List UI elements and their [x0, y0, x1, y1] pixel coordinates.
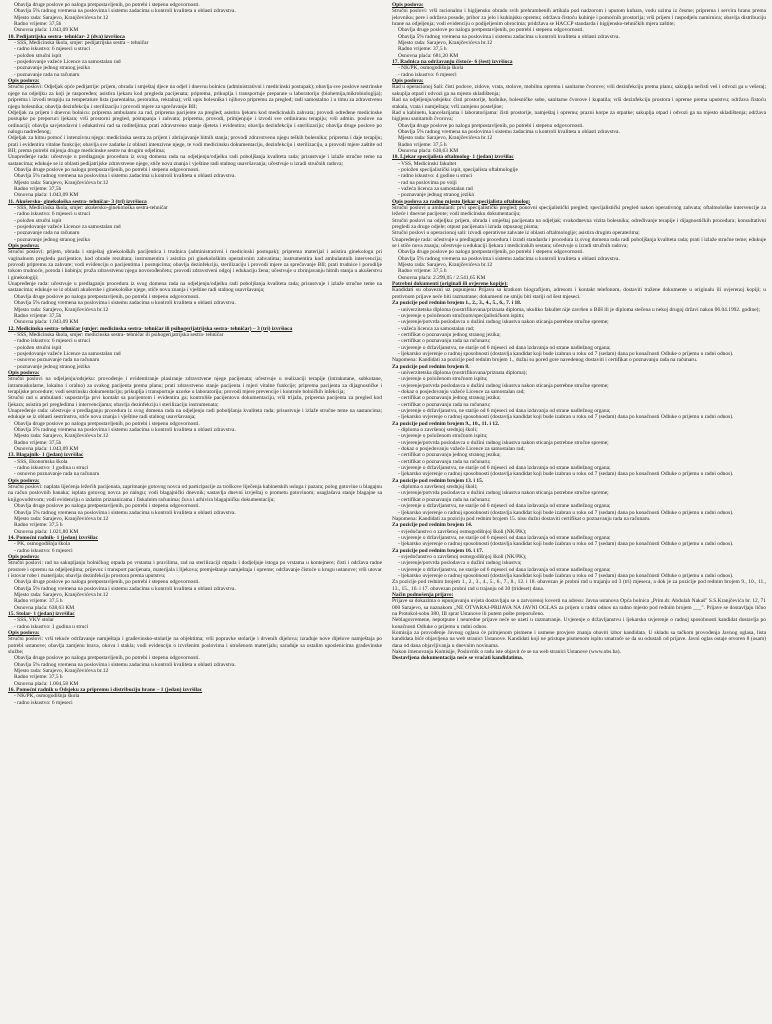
list-item: - poznavanje jednog stranog jezika	[14, 363, 90, 370]
list-item: Obavlja 5% radnog vremena na poslovima i sistemu zadacima u kontroli kvaliteta u oblasti zdravstva.	[14, 427, 236, 434]
list-item: - rad na poslovima po volji	[398, 179, 457, 186]
left-column	[8, 2, 382, 1024]
position-title: 15. Stolar- 1 (jedan) izvršilac	[8, 611, 75, 617]
job-meta: Mjesto rada: Sarajevo, Kranjčevićeva br.12	[14, 179, 109, 186]
paragraph: Rad u kabinetu, kancelarijama i laboratorijama: čisti prostorije, namještaj i opremu; prazni korpe za otpatke; sakuplja otpad i odvozi ga na mjesto skladištenja; održava higijenu sanitarnih čvorova;	[392, 109, 766, 123]
position-title: 13. Blagajnik- 1 (jedan) izvršilac	[8, 452, 84, 459]
list-item: - osnovno poznavanje rada na računaru	[14, 357, 100, 364]
position-title: 14. Pomoćni radnik- 1 (jedan) izvršilac	[8, 534, 99, 541]
list-item: Obavlja druge poslove po nalogu pretpostavljenih, po potrebi i stepenu odgovornosti.	[14, 166, 200, 173]
job-meta: Mjesto rada: Sarajevo, Kranjčevićeva br.12	[14, 591, 109, 598]
list-item: - poznavanje rada na računaru	[14, 230, 80, 237]
paragraph: Stručni poslovi na odjeljenju/odsjeku: provođenje i evidentiranje plasiranje zdravstvene njege pacijenata; učestvuje u realizaciji terapije (intrakutane, subkutane, intramuskularne, lokalno i oralno) za svakog pacijenta prema planu; prati zdravstveno stanje pacijenta i mjeri vitalne funkcije; priprema pacijenta za dijagnostičke i terapijske procedure; vodi sestrinsku dokumentaciju; prikuplja i transportuje uzorke u laboratoriju; provodi mjere prevencije i kontrole bolničkih infekcija;	[8, 376, 382, 395]
list-item: - radno iskustvo: 6 mjeseci u struci	[14, 46, 91, 53]
paragraph: Odjeljak za prijem i dnevnu bolnicu: priprema ambulantu za rad, priprema pacijente za pregled; asistira ljekaru kod medicinskih zahvata; provodi određene medicinske postupke po preporuci ljekara; vrši prostorni pregled, postupanja i zahvata; priprema, provodi, primjenjuje i izvodi sve ordiniranu terapiju; vrši admin. poslove na ordinaciji; obavlja savjetodavni i edukativni rad sa roditeljima; prati zdravstveno stanje djeteta i evidentira; obavlja dezinfekciju i sterilizaciju; obavlja druge poslove po nalogu nadređenog;	[8, 109, 382, 135]
paragraph: Komisija za provođenje Javnog oglasa će primjenom pismene i usmene provjere znanja obaviti izbor kandidata. U skladu sa tačkom provođenja Javnog oglasa, lista kandidata biće objavljena na web stranici Ustanove. Kandidati koji ne pristupe pismenom ispitu smatraće se da su odustali od prijave. Javni oglas ostaje otvoren 8 (osam) dana od dana objavljivanja u dnevnim novinama.	[392, 630, 766, 649]
list-item: Obavlja 5% radnog vremena na poslovima i sistemu zadacima u kontroli kvaliteta u oblasti zdravstva.	[14, 173, 236, 180]
paragraph: Unapređenje rada: učestvuje u predlaganju procedura iz svog domena rada na odjeljenju/odjelku radi poboljšanja kvaliteta rada; prisustvuje i izlaže stručne teme na sastancima; edukuje se iz oblasti akušerske i ginekološke njege, stiče nova znanja i vještine radi stalnog usavršavanja;	[8, 281, 382, 294]
requirement-heading: Za pozicije pod rednim brojem 14.	[392, 522, 473, 529]
job-meta: Radno vrijeme: 37,5h	[14, 185, 62, 192]
list-item: Obavlja 5% radnog vremena na poslovima i sistemu zadacima u kontroli kvaliteta u oblasti zdravstva.	[14, 585, 236, 592]
list-item: Obavlja 5% radnog vremena na poslovima i sistemu zadacima u kontroli kvaliteta u oblasti zdravstva.	[14, 8, 236, 15]
paragraph: Rad na odjeljenju/odsjeku: čisti prostorije, hodnike, bolesničke sobe, sanitarne čvorove i kupatila; vrši dezinfekciju prostora i opreme prema uputstvu; održava čistoću stakala, vrata i namještaja; vrši zamjenu posteljine;	[392, 97, 766, 110]
list-item: Obavlja 5% radnog vremena na poslovima i sistemu zadacima u kontroli kvaliteta u oblasti zdravstva.	[14, 509, 236, 516]
list-item: - svjedočanstvo o završenoj osmogodišnjoj školi (NK/PK);	[398, 553, 527, 560]
paragraph: Kandidati su obavezni uz popunjenu Prijavu sa kratkom biografijom, adresom i kontakt telefonom, dostaviti tražene dokumente u originalu ili ovjerenoj kopiji; u protivnom prijave neće biti razmatrane; dokumenti ne smiju biti stariji od šest mjeseci.	[392, 287, 766, 300]
list-item: - uvjerenje o državljanstvu, ne starije od 6 mjeseci od dana izdavanja od strane nadležnog organa;	[398, 503, 611, 510]
list-item: - radno iskustvo: 6 mjeseci u struci	[14, 338, 91, 345]
list-item: - SSS, Medicinska škola, smjer: akušersko-ginekološka sestra-tehničar	[14, 205, 168, 211]
job-meta: Osnovna plaća: 1.004,58 KM	[14, 680, 79, 687]
section-heading: Opis poslova:	[392, 2, 424, 8]
list-item: - NK/PK, osmogodišnja škola	[398, 65, 464, 72]
position-title: 12. Medicinska sestra- tehničar (smjer: medicinska sestra- tehničar ili psihogerijatrijska sestra- tehničar) – 3 (tri) izvršioca	[8, 325, 293, 332]
paragraph: Unapređenje rada: učestvuje u predlaganju procedura iz svog domena rada na odjeljenju/odjelku radi poboljšanja kvaliteta rada; prisustvuje i izlaže stručne teme na sastancima; edukuje se iz oblasti pedijatrijske zdravstvene njege, stiče nova znanja i vještine radi stalnog usavršavanja; učestvuje u izradi stručnih radova;	[8, 154, 382, 167]
job-meta: Mjesto rada: Sarajevo, Kranjčevićeva br.12	[14, 433, 109, 440]
paragraph: Neblagovremene, nepotpune i neuredne prijave neće se uzeti u razmatranje. Uvjerenje o državljanstvu i ljekarsko uvjerenje o radnoj sposobnosti kandidat dostavlja po konačnosti Odluke o prijemu u radni odnos.	[392, 617, 766, 630]
list-item: - uvjerenje o položenom stručnom ispitu;	[398, 433, 488, 440]
job-meta: Osnovna plaća: 681,20 KM	[398, 52, 459, 59]
job-meta: Osnovna plaća: 1.043,09 KM	[14, 192, 79, 199]
list-item: - uvjerenje o položenom stručnom ispitu;	[398, 376, 488, 383]
paragraph: Stručni rad u ambulanti: uspostavlja prvi kontakt sa pacijentom i evidentira ga; kontroliše pacijentovu dokumentaciju, vrši trijažu, priprema pacijenta za pregled kod ljekara; asistira pri pregledima i intervencijama; obavlja dezinfekciju i sterilizaciju instrumenata;	[8, 395, 382, 408]
right-column	[392, 2, 766, 1024]
list-item: Obavlja 5% radnog vremena na poslovima i sistemu zadacima u kontroli kvaliteta u oblasti zdravstva.	[14, 300, 236, 307]
list-item: - certifikat o poznavanju jednog stranog jezika;	[398, 452, 501, 459]
position-title: 16. Pomoćni radnik u Odsjeku za pripremu i distribuciju hrane – 1 (jedan) izvršilac	[8, 687, 203, 694]
section-heading: Opis poslova:	[8, 553, 40, 560]
list-item: - certifikat o poznavanju rada na računaru;	[398, 496, 491, 503]
list-item: - uvjerenje/potvrda poslodavca o dužini radnog iskustva;	[398, 560, 522, 567]
paragraph: Rad u operacionoj Sali: čisti podove, zidove, vrata, stolove, mobilnu opremu i sanitarne čvorove; vrši dezinfekciju prema planu; sakuplja nečisti veš i odvozi ga u vešeraj; sakuplja otpad i odvozi ga na mjesto skladištenja;	[392, 84, 766, 97]
list-item: - važeća licenca za samostalan rad;	[398, 325, 475, 332]
list-item: - NK/PK, osmogodišnja škola	[14, 693, 80, 700]
list-item: - posjedovanje važeće Licence za samostalan rad	[14, 59, 121, 66]
job-meta: Radno vrijeme: 37,5 h	[14, 522, 63, 529]
job-meta: Radno vrijeme: 37,5 h	[398, 46, 447, 53]
list-item: - SSS, Medicinska škola, smjer: medicinska sestra- tehničar ili psihogerijatrijska sestra- tehničar	[14, 331, 224, 338]
paragraph: Stručni poslovi: vrši tekuće održavanje namještaja i građevinsko-stolarije na objektima; vrši popravke stolarije i drvenih dijelova; izrađuje nove dijelove namještaja po potrebi ustanove; obavlja zamjenu brava, okova i stakla; vodi evidenciju o izvršenim poslovima i utrošenom materijalu; sarađuje sa ostalim uposlenicima građevinske službe;	[8, 636, 382, 656]
list-item: - radno iskustvo: 6 mjeseci	[14, 699, 73, 706]
list-item: - radno iskustvo: 6 mjeseci	[398, 71, 457, 78]
list-item: - poznavanje jednog stranog jezika	[14, 236, 90, 243]
list-item: - diploma o završenoj srednjoj školi;	[398, 427, 478, 434]
section-heading: Opis poslova:	[8, 369, 40, 376]
section-heading: Opis poslova za radno mjesto ljekar specijalista oftalmolog:	[392, 198, 531, 205]
list-item: - ljekarsko uvjerenje o radnoj sposobnosti (dostavlja kandidat koji bude izabran u roku od 7 (sedam) dana po konačnosti Odluke o prijemu u radni odnos).	[398, 414, 734, 421]
list-item: - certifikat o poznavanju rada na računaru;	[398, 401, 491, 408]
list-item: - ljekarsko uvjerenje o radnoj sposobnosti (dostavlja kandidat koji bude izabran u roku od 7 (sedam) dana po konačnosti Odluke o prijemu u radni odnos).	[398, 509, 734, 516]
list-item: - uvjerenje/potvrda poslodavca o dužini radnog iskustva nakon sticanja potrebne stručne spreme;	[398, 490, 609, 497]
list-item: Obavlja druge poslove po nalogu pretpostavljenih, po potrebi i stepenu odgovornosti.	[398, 249, 584, 256]
job-meta: Osnovna plaća: 1.021,80 KM	[14, 528, 79, 535]
list-item: - radno iskustvo: 4 godine u struci	[398, 173, 473, 180]
job-meta: Radno vrijeme: 37,5 h	[14, 674, 63, 681]
list-item: - diploma o završenoj srednjoj školi;	[398, 484, 478, 491]
section-heading: Opis poslova:	[8, 243, 40, 250]
list-item: - PK, osmogodišnja škola	[14, 541, 70, 548]
job-meta: Mjesto rada: Sarajevo, Kranjčevićeva br.12	[14, 14, 109, 21]
list-item: - univerzitetska diploma (nostrifikovana/priznata diploma, ukoliko fakultet nije završen u BiH ili je diploma stečena u nekoj drugoj državi nakon 06.04.1992. godine);	[398, 306, 760, 313]
list-item: - položen stručni ispit	[14, 344, 62, 351]
list-item: - ljekarsko uvjerenje o radnoj sposobnosti (dostavlja kandidat koji bude izabran u roku od 7 (sedam) dana po konačnosti Odluke o prijemu u radni odnos).	[398, 572, 734, 579]
list-item: - svjedočanstvo o završenoj osmogodišnjoj školi (NK/PK);	[398, 528, 527, 535]
paragraph: Prijave sa dokazima o ispunjavanju uvjeta dostavljaju se u zatvorenoj koverti na adresu: Javna ustanova Opća bolnica „Prim.dr. Abdulah Nakaš" S.S.Kranjčevića br. 12, 71 000 Sarajevo, sa naznakom „NE OTVARAJ-PRIJAVA NA JAVNI OGLAS za prijem u radni odnos na radno mjesto pod rednim brojem ___". Prijave se dostavljaju lično na Protokol-sobu 380, III sprat Ustanove ili putem pošte preporučeno.	[392, 598, 766, 617]
job-meta: Radno vrijeme: 37,5 h	[398, 268, 447, 275]
list-item: Obavlja 5% radnog vremena na poslovima i sistemu zadacima u kontroli kvaliteta u oblasti zdravstva.	[398, 255, 620, 262]
list-item: - ljekarsko uvjerenje o radnoj sposobnosti (dostavlja kandidat koji bude izabran u roku od 7 (sedam) dana po konačnosti Odluke o prijemu u radni odnos).	[398, 350, 734, 357]
list-item: - radno iskustvo: 6 mjeseci u struci	[14, 211, 91, 218]
job-meta: Radno vrijeme: 37,5 h	[398, 141, 447, 148]
job-meta: Osnovna plaća: 638,63 KM	[14, 604, 75, 611]
list-item: Obavlja 5% radnog vremena na poslovima i sistemu zadacima u kontroli kvaliteta u oblasti zdravstva.	[398, 128, 620, 135]
job-meta: Osnovna plaća: 2.299,05 / 2.541,65 KM	[398, 274, 486, 281]
position-title: 17. Radnica na održavanju čistoće- 6 (šest) izvršioca	[392, 59, 513, 66]
list-item: - uvjerenje o državljanstvu, ne starije od 6 mjeseci od dana izdavanja od strane nadležnog organa;	[398, 566, 611, 573]
list-item: - osnovno poznavanje rada na računaru	[14, 471, 100, 478]
job-meta: Mjesto rada: Sarajevo, Kranjčevićeva br.12	[398, 135, 493, 142]
requirement-heading: Dostavljena dokumentacija neće se vraćati kandidatima.	[392, 655, 524, 662]
list-item: - uvjerenje o državljanstvu, ne starije od 6 mjeseci od dana izdavanja od strane nadležnog organa;	[398, 534, 611, 541]
job-meta: Radno vrijeme: 37,5h	[14, 21, 62, 28]
job-meta: Mjesto rada: Sarajevo, Kranjčevićeva br.12	[398, 40, 493, 47]
paragraph: Odjeljak za hitnu pomoć i intenzivnu njegu: medicinska sestra za prijem i zbrinjavanje hitnih stanja; provodi zdravstvenu njegu teških bolesnika; priprema i daje terapiju; prati i evidentira vitalne funkcije; obavlja sve zadatke iz oblasti intenzivne njege, te vodi medicinsku dokumentaciju, dezinfekciju i sterilizaciju, a provodi mjere zaštite od BII; prema potrebi mijenja druge medicinske sestre na drugim odjelima;	[8, 135, 382, 154]
list-item: - certifikat o poznavanju rada na računaru;	[398, 458, 491, 465]
list-item: - uvjerenje o državljanstvu, ne starije od 6 mjeseci od dana izdavanja od strane nadležnog organa;	[398, 465, 611, 472]
paragraph: Za pozicije pod rednim brojem 1., 2., 3., 4., 5., 6., 7., 8., 12. i 18. obavezan je probni rad u trajanju od 3 (tri) mjeseca, a dok je za pozicije pod rednim brojem 9., 10., 11., 13., 15., 16. i 17. obavezan probni rad u trajanju od 30 (trideset) dana.	[392, 579, 766, 592]
list-item: - certifikat o poznavanju jednog stranog jezika;	[398, 395, 501, 402]
list-item: - SSS, Ekonomska škola	[14, 458, 68, 465]
section-heading: Opis poslova:	[8, 78, 40, 85]
list-item: - ljekarsko uvjerenje o radnoj sposobnosti (dostavlja kandidat koji bude izabran u roku od 7 (sedam) dana po konačnosti Odluke o prijemu u radni odnos).	[398, 541, 734, 548]
job-meta: Osnovna plaća: 1.043,09 KM	[14, 319, 79, 326]
section-heading: Potrebni dokumenti (originali ili ovjerene kopije):	[392, 281, 508, 288]
list-item: - uvjerenje o državljanstvu, ne starije od 6 mjeseci od dana izdavanja od strane nadležnog organa;	[398, 408, 611, 414]
section-heading: Opis poslova:	[392, 78, 424, 85]
list-item: - poznavanje jednog stranog jezika	[14, 65, 90, 72]
requirement-heading: Za pozicije pod rednim brojem 16. i 17.	[392, 547, 484, 554]
list-item: - univerzitetska diploma (nostrifikovana/priznata diploma);	[398, 369, 527, 376]
paragraph: Stručni poslovi: vrši racionalnu i higijensku obradu svih prehrambenih artikala pod nadzorom i uputom kuhara, vodu uzima iz česme; priprema i servira hranu prema jelovniku; pere i održava posuđe, pribor za jelo i kuhinjsku opremu; održava čistoću kuhinje i pomoćnih prostorija; vrši prijem i raspodjelu namirnica; obavlja distribuciju hrane na odjeljenja; vodi evidenciju o podijeljenim obrocima; pridržava se HACCP standarda i higijensko-tehničkih mjera zaštite;	[392, 8, 766, 28]
position-title: 10. Pedijatrijska sestra- tehničar- 2 (dva) izvršioca	[8, 33, 125, 40]
list-item: Obavlja druge poslove po nalogu pretpostavljenih, po potrebi i stepenu odgovornosti.	[14, 293, 200, 300]
paragraph: Stručni poslovi: rad na sakupljanju bolničkog otpada po vrstama i pravilima, rad na sterilizaciji otpada i dodjeljuje istoga po vrstama u kontejnere; čisti i održava radne prostore i opremu na odjeljenjima; prijevoz i transport pacijenata, materijala i lijekova; premještanje namještaja i opreme; održavanje čistoće u krugu ustanove; vrši utovar i istovar robe i materijala; obavlja dezinfekciju prostora prema uputstvu;	[8, 560, 382, 579]
job-meta: Radno vrijeme: 37,5h	[14, 439, 62, 446]
job-meta: Mjesto rada: Sarajevo, Kranjčevićeva br.12	[14, 306, 109, 313]
list-item: Obavlja druge poslove po nalogu pretpostavljenih, po potrebi i stepenu odgovornosti.	[398, 27, 584, 34]
list-item: Obavlja 5% radnog vremena na poslovima i sistemu zadacima u kontroli kvaliteta u oblasti zdravstva.	[14, 661, 236, 668]
list-item: - certifikat o poznavanju jednog stranog jezika;	[398, 331, 501, 338]
list-item: Obavlja druge poslove po nalogu pretpostavljenih, po potrebi i stepenu odgovornosti.	[14, 655, 200, 662]
list-item: - uvjerenje o položenom stručnom/specijalističkom ispitu;	[398, 312, 525, 319]
requirement-heading: Za pozicije pod rednim brojem 13. i 15.	[392, 477, 484, 484]
paragraph: Stručni poslovi: prijem, obrada i smještaj ginekoloških pacijentica i trudnica (administrativni i medicinski postupak); priprema materijal i asistira ginekologu pri vaginalnom pregledu pacijentice, kod obrade rezultata; instrumentira i asistira pri ginekološkim operativnim zahvatima; instrumentira kod ambulantnih intervencija; provodi pripremu za zahvate; vodi evidenciju o pacijentima i postupcima; obavlja dezinfekciju, sterilizaciju i provodi mjere za sprečavanje BII; prati trudnice i porodilje tokom trudnoće, poroda i babinja; pruža zdravstvenu njegu novorođenčetu; provodi zdravstveni odgoj i edukaciju žena; učestvuje u zbrinjavanju hitnih stanja u akušerstvu i ginekologiji;	[8, 249, 382, 281]
list-item: - poznavanje rada na računaru	[14, 71, 80, 78]
list-item: Obavlja druge poslove po nalogu pretpostavljenih, po potrebi i stepenu odgovornosti.	[14, 579, 200, 586]
list-item: Obavlja druge poslove po nalogu pretpostavljenih, po potrebi i stepenu odgovornosti.	[14, 503, 200, 510]
section-heading: Opis poslova:	[8, 477, 40, 484]
requirement-heading: Za pozicije pod rednim brojem 8.	[392, 363, 470, 370]
paragraph: Napomena: Kandidati za pozicije pod rednim brojem 1., dužni su pored gore navedenog dostaviti i certifikat o poznavanju rada na računaru.	[392, 357, 698, 364]
section-heading: Opis poslova:	[8, 630, 40, 637]
list-item: Obavlja druge poslove po nalogu pretpostavljenih, po potrebi i stepenu odgovornosti.	[14, 2, 200, 8]
paragraph: Stručni poslovi: naplata lijećenja ležećih pacijenata, zaprimanje gotovog novca od participacije za troškove liječenja kabinetskih usluga i pazara; polog gotovine u blagajnu na račun poslovnih banaka; isplata gotovog novca po nalogu; vodi blagajnički dnevnik; sastavlja dnevni izvještaj o prometu gotovinom; usaglašava stanje blagajne sa knjigovodstvom; vodi evidenciju o izdatim priznanicama i fiskalnim računima; čuva i arhivira blagajničku dokumentaciju;	[8, 484, 382, 503]
list-item: - uvjerenje/potvrda poslodavca o dužini radnog iskustva nakon sticanja potrebne stručne spreme;	[398, 439, 609, 446]
list-item: - uvjerenje o državljanstvu, ne starije od 6 mjeseci od dana izdavanja od strane nadležnog organa;	[398, 344, 611, 351]
job-meta: Radno vrijeme: 37,5h	[14, 312, 62, 319]
position-title: 11. Akušersko- ginekološka sestra- tehničar- 3 (tri) izvršioca	[8, 198, 147, 205]
list-item: - ljekarsko uvjerenje o radnoj sposobnosti (dostavlja kandidat koji bude izabran u roku od 7 (sedam) dana po konačnosti Odluke o prijemu u radni odnos).	[398, 471, 734, 478]
section-heading: Način podnošenja prijave:	[392, 591, 454, 598]
job-meta: Mjesto rada: Sarajevo, Kranjčevićeva br.12	[14, 668, 109, 675]
list-item: - poznavanje jednog stranog jezika	[398, 192, 474, 199]
list-item: - dokaz o posjedovanju važeće Licence za samostalan rad;	[398, 446, 525, 453]
paragraph: Nakon imenovanja Komisije, Poslovnik o radu iste objavit će se na web stranici Ustanove (www.obs.ba).	[392, 649, 621, 656]
list-item: - položen specijalistički ispit, specijalista oftalmologije	[398, 166, 518, 173]
paragraph: Unapređenje rada: učestvuje u predlaganju procedura i izradi standarda i procedura iz svog domena rada radi poboljšanja kvaliteta rada; prati i izlaže stručne teme; edukuje se i stiče nova znanja; učestvuje u edukaciji ljekara i medicinskih sestara; učestvuje u izradi stručnih radova;	[392, 236, 766, 250]
paragraph: Unapređenje rada: učestvuje u predlaganju procedura iz svog domena rada na odjeljenju radi poboljšanja kvaliteta rada; prisustvuje i izlaže stručne teme na sastancima; edukuje se iz oblasti sestrinstva, stiče nova znanja i vještine radi stalnog usavršavanja;	[8, 408, 382, 421]
list-item: - certifikat o poznavanju rada na računaru;	[398, 338, 491, 345]
list-item: - radno iskustvo: 1 godina u struci	[14, 623, 89, 630]
requirement-heading: Za pozicije pod rednim brojem 9., 10., 11. i 12.	[392, 420, 500, 427]
job-meta: Mjesto rada: Sarajevo, Kranjčevićeva br.12	[398, 262, 493, 269]
paragraph: Napomena: Kandidati za poziciju pod rednim brojem 15. nisu dužni dostaviti certifikat o poznavanju rada na računaru.	[392, 515, 651, 522]
requirement-heading: Za pozicije pod rednim brojem 1., 2., 3., 4., 5., 6., 7. i 18.	[392, 300, 522, 307]
list-item: - uvjerenje/potvrda poslodavca o dužini radnog iskustva nakon sticanja potrebne stručne spreme;	[398, 382, 609, 389]
list-item: - važeća licenca za samostalan rad	[398, 185, 473, 192]
position-title: 18. Ljekar specijalista oftalmolog- 1 (jedan) izvršilac	[392, 154, 514, 161]
job-meta: Osnovna plaća: 1.043,09 KM	[14, 446, 79, 453]
job-meta: Osnovna plaća: 1.043,09 KM	[14, 27, 79, 34]
list-item: - posjedovanje važeće Licence za samostalan rad	[14, 350, 121, 357]
list-item: - radno iskustvo: 6 mjeseci	[14, 547, 73, 554]
job-meta: Mjesto rada: Sarajevo, Kranjčevićeva br.12	[14, 515, 109, 522]
list-item: - uvjerenje/potvrda poslodavca o dužini radnog iskustva nakon sticanja potrebne stručne spreme;	[398, 319, 609, 326]
job-meta: Radno vrijeme: 37,5 h	[14, 598, 63, 605]
list-item: Obavlja 5% radnog vremena na poslovima i sistemu zadacima u kontroli kvaliteta u oblasti zdravstva.	[398, 33, 620, 40]
paragraph: Stručni poslovi na odjeljku: prijem, obrada i smještaj pacijenata na odjeljak; svakodnevna vizita bolesnika; određivanje terapije i dijagnostičkih procedura; konsultativni pregledi za druge odjele; otpust pacijenata i izrada otpusnog pisma;	[392, 217, 766, 231]
list-item: - SSS, Medicinska škola, smjer: pedijatrijska sestra – tehničar	[14, 40, 149, 47]
list-item: - položen stručni ispit	[14, 217, 62, 224]
list-item: - VSS, Medicinski fakultet	[398, 160, 457, 167]
list-item: - radno iskustvo: 1 godina u struci	[14, 465, 89, 472]
list-item: - dokaz o posjedovanju važeće Licence za samostalan rad;	[398, 388, 525, 395]
list-item: - SSS, VKV stolar	[14, 617, 54, 624]
paragraph: Stručni poslovi: Odjeljak opće pedijatrije: prijem, obrada i smještaj djece na odjel i dnevnu bolnicu (administrativni i medicinski postupak); obavlja sve poslove sestrinske njege na odjeljku za koji je raspoređen; asistira ljekaru kod pregleda pacijenata; priprema, prikuplja i transportuje preparate u laboratoriju (biohemija,mikrobiologija); priprema i izvodi terapiju za temperature lista (parentalna, peroralna, rektalna); vrši upis bolesnika i njihovo pripremu za pregled; radi samostalno i u timu za zdravstvenu njegu bolesnika; obavlja dezinfekciju i sterilizaciju i provodi mjere za sprečavanje BII;	[8, 84, 382, 110]
list-item: - posjedovanje važeće Licence za samostalan rad	[14, 224, 121, 231]
job-meta: Osnovna plaća: 638,63 KM	[398, 147, 459, 154]
paragraph: Stručni poslovi u operacionoj sali: izvodi operativne zahvate iz oblasti oftalmologije; asistira drugim operaterima;	[392, 230, 640, 237]
list-item: - položen stručni ispit	[14, 52, 62, 59]
list-item: Obavlja druge poslove po nalogu pretpostavljenih, po potrebi i stepenu odgovornosti.	[398, 122, 584, 129]
list-item: Obavlja druge poslove po nalogu pretpostavljenih, po potrebi i stepenu odgovornosti.	[14, 420, 200, 427]
paragraph: Stručni poslovi u ambulanti: prvi specijalistički pregled; ponovni specijalistički pregled; specijalistički pregled nakon operativnog zahvata; oftalmološke intervencije za ležeće i dnevne pacijente; vodi medicinsku dokumentaciju;	[392, 205, 766, 218]
